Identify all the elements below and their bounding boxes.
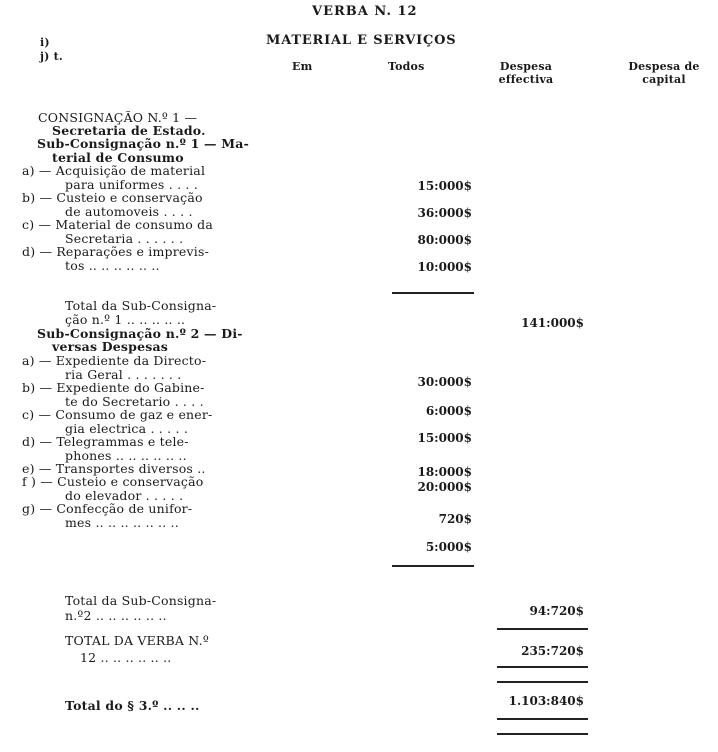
line-text: CONSIGNAÇÃO N.º 1 —: [38, 110, 198, 125]
amount-todos: 15:000$: [417, 179, 472, 193]
section-title: MATERIAL E SERVIÇOS: [266, 33, 457, 48]
verba-title: VERBA N. 12: [312, 4, 418, 19]
amount-effectiva: 141:000$: [521, 316, 584, 330]
line-text: Sub-Consignação n.º 1 — Ma-: [37, 136, 249, 151]
column-header-despesa-capital: Despesa de capital: [628, 60, 700, 86]
amount-todos: 6:000$: [425, 404, 472, 418]
amount-todos: 30:000$: [417, 375, 472, 389]
line-text: a) — Expediente da Directo-: [22, 353, 207, 368]
line-text: g) — Confecção de unifor-: [22, 501, 193, 516]
amount-effectiva: 235:720$: [521, 644, 584, 658]
line-text: te do Secretario . . . .: [65, 394, 204, 409]
line-text: Sub-Consignação n.º 2 — Di-: [37, 326, 243, 341]
line-text: terial de Consumo: [52, 150, 184, 165]
amount-todos: 5:000$: [425, 540, 472, 554]
line-text: c) — Consumo de gaz e ener-: [22, 407, 213, 422]
line-text: ria Geral . . . . . . .: [65, 367, 182, 382]
line-text: n.º2 .. .. .. .. .. ..: [65, 608, 167, 623]
line-text: TOTAL DA VERBA N.º: [65, 633, 209, 648]
column-header-despesa-effectiva: Despesa effectiva: [498, 60, 554, 86]
line-text: mes .. .. .. .. .. .. ..: [65, 515, 179, 530]
line-text: b) — Expediente do Gabine-: [22, 380, 205, 395]
amount-todos: 20:000$: [417, 480, 472, 494]
total-rule: [497, 681, 588, 683]
amount-effectiva: 94:720$: [529, 604, 584, 618]
line-text: Total do § 3.º .. .. ..: [65, 698, 200, 713]
line-text: do elevador . . . . .: [65, 488, 184, 503]
column-header-em: Em: [292, 60, 313, 73]
total-rule: [497, 733, 588, 735]
line-text: Total da Sub-Consigna-: [65, 298, 217, 313]
line-text: Secretaria . . . . . .: [65, 231, 184, 246]
line-text: tos .. .. .. .. .. ..: [65, 258, 160, 273]
amount-todos: 10:000$: [417, 260, 472, 274]
total-rule: [497, 666, 588, 668]
line-text: d) — Reparações e imprevis-: [22, 244, 210, 259]
line-text: 12 .. .. .. .. .. ..: [80, 650, 172, 665]
amount-todos: 80:000$: [417, 233, 472, 247]
total-rule: [497, 628, 588, 630]
line-text: gia electrica . . . . .: [65, 421, 189, 436]
column-header-todos: Todos: [388, 60, 425, 73]
line-text: b) — Custeio e conservação: [22, 190, 203, 205]
line-text: a) — Acquisição de material: [22, 163, 206, 178]
line-text: phones .. .. .. .. .. ..: [65, 448, 187, 463]
amount-todos: 36:000$: [417, 206, 472, 220]
amount-effectiva: 1.103:840$: [508, 694, 584, 708]
total-rule: [392, 292, 474, 294]
line-text: Secretaria de Estado.: [52, 123, 206, 138]
margin-mark: j) t.: [40, 50, 63, 63]
margin-mark: i): [40, 36, 50, 49]
line-text: de automoveis . . . .: [65, 204, 193, 219]
line-text: e) — Transportes diversos ..: [22, 461, 206, 476]
total-rule: [497, 718, 588, 720]
line-text: f ) — Custeio e conservação: [22, 474, 204, 489]
line-text: versas Despesas: [52, 339, 169, 354]
amount-todos: 720$: [438, 512, 472, 526]
line-text: para uniformes . . . .: [65, 177, 198, 192]
total-rule: [392, 565, 474, 567]
amount-todos: 18:000$: [417, 465, 472, 479]
line-text: c) — Material de consumo da: [22, 217, 214, 232]
line-text: d) — Telegrammas e tele-: [22, 434, 189, 449]
line-text: Total da Sub-Consigna-: [65, 593, 217, 608]
amount-todos: 15:000$: [417, 431, 472, 445]
line-text: ção n.º 1 .. .. .. .. ..: [65, 312, 186, 327]
